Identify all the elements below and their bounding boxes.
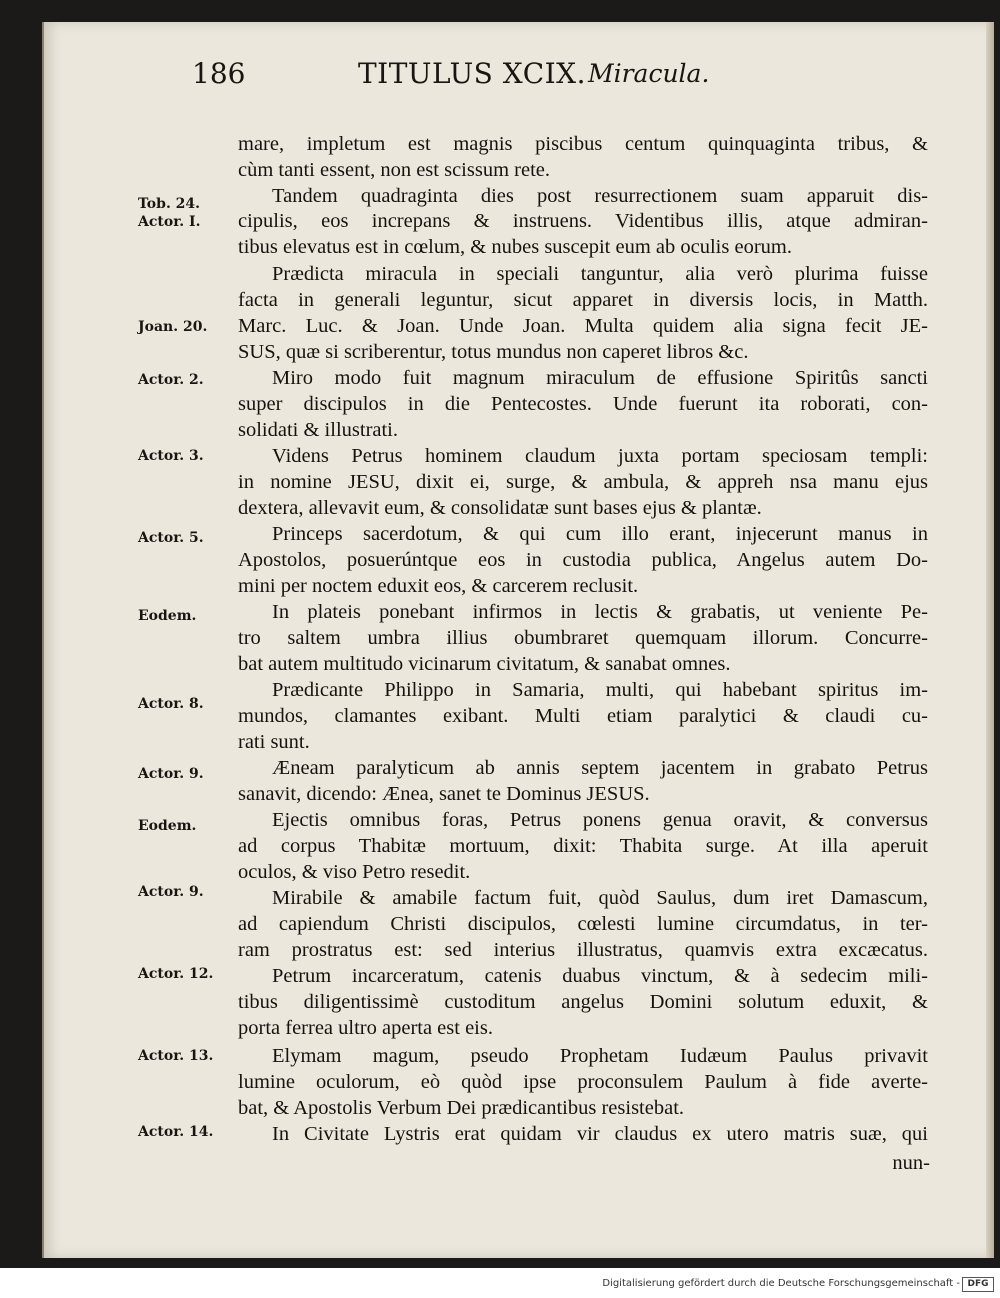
text-line: ram prostratus est: sed interius illustratus, quamvis extra excæcatus. bbox=[238, 939, 928, 961]
running-subject: Miracula. bbox=[588, 59, 710, 88]
text-line: Princeps sacerdotum, & qui cum illo erant, injecerunt manus in bbox=[272, 523, 928, 545]
text-line: In Civitate Lystris erat quidam vir claudus ex utero matris suæ, qui bbox=[272, 1123, 928, 1145]
text-line: Petrum incarceratum, catenis duabus vinctum, & à sedecim mili- bbox=[272, 965, 928, 987]
marginal-note: Actor. 5. bbox=[138, 530, 204, 546]
text-line: sanavit, dicendo: Ænea, sanet te Dominus JESUS. bbox=[238, 783, 650, 805]
text-line: facta in generali leguntur, sicut apparet in diversis locis, in Matth. bbox=[238, 289, 928, 311]
text-line: tro saltem umbra illius obumbraret quemquam illorum. Concurre- bbox=[238, 627, 928, 649]
text-line: Ejectis omnibus foras, Petrus ponens genua oravit, & conversus bbox=[272, 809, 928, 831]
marginal-note: Actor. 8. bbox=[138, 696, 204, 712]
text-line: Miro modo fuit magnum miraculum de effusione Spiritûs sancti bbox=[272, 367, 928, 389]
marginal-note: Actor. 13. bbox=[138, 1048, 214, 1064]
page-number: 186 bbox=[192, 57, 246, 90]
text-line: tibus elevatus est in cœlum, & nubes suscepit eum ab oculis eorum. bbox=[238, 236, 792, 258]
marginal-note: Actor. 14. bbox=[138, 1124, 214, 1140]
marginal-note: Joan. 20. bbox=[138, 319, 208, 335]
marginal-note: Tob. 24. bbox=[138, 196, 201, 212]
text-line: In plateis ponebant infirmos in lectis & grabatis, ut veniente Pe- bbox=[272, 601, 928, 623]
marginal-note: Actor. 3. bbox=[138, 448, 204, 464]
text-line: SUS, quæ si scriberentur, totus mundus non caperet libros &c. bbox=[238, 341, 749, 363]
text-line: mini per noctem eduxit eos, & carcerem reclusit. bbox=[238, 575, 639, 597]
text-line: in nomine JESU, dixit ei, surge, & ambula, & appreh nsa manu ejus bbox=[238, 471, 928, 493]
text-line: super discipulos in die Pentecostes. Unde fuerunt ita roborati, con- bbox=[238, 393, 928, 415]
text-line: Elymam magum, pseudo Prophetam Iudæum Paulus privavit bbox=[272, 1045, 928, 1067]
text-line: cipulis, eos increpans & instruens. Videntibus illis, atque admiran- bbox=[238, 210, 928, 232]
text-line: porta ferrea ultro aperta est eis. bbox=[238, 1017, 493, 1039]
text-line: Prædicante Philippo in Samaria, multi, qui habebant spiritus im- bbox=[272, 679, 928, 701]
text-line: Marc. Luc. & Joan. Unde Joan. Multa quidem alia signa fecit JE- bbox=[238, 315, 928, 337]
text-line: mundos, clamantes exibant. Multi etiam paralytici & claudi cu- bbox=[238, 705, 928, 727]
text-line: mare, impletum est magnis piscibus centum quinquaginta tribus, & bbox=[238, 133, 928, 155]
marginal-note: Actor. 9. bbox=[138, 884, 204, 900]
marginal-note: Actor. 9. bbox=[138, 766, 204, 782]
marginal-note: Actor. 2. bbox=[138, 372, 204, 388]
page-edge bbox=[986, 22, 994, 1258]
text-line: Mirabile & amabile factum fuit, quòd Saulus, dum iret Damascum, bbox=[272, 887, 928, 909]
text-line: dextera, allevavit eum, & consolidatæ sunt bases ejus & plantæ. bbox=[238, 497, 762, 519]
text-line: Tandem quadraginta dies post resurrectionem suam apparuit dis- bbox=[272, 185, 928, 207]
marginal-note: Actor. 12. bbox=[138, 966, 214, 982]
text-line: cùm tanti essent, non est scissum rete. bbox=[238, 159, 550, 181]
text-line: bat autem multitudo vicinarum civitatum, & sanabat omnes. bbox=[238, 653, 731, 675]
marginal-note: Eodem. bbox=[138, 608, 197, 624]
text-line: ad capiendum Christi discipulos, cœlesti lumine circumdatus, in ter- bbox=[238, 913, 928, 935]
text-line: tibus diligentissimè custoditum angelus Domini solutum eduxit, & bbox=[238, 991, 928, 1013]
text-line: ad corpus Thabitæ mortuum, dixit: Thabita surge. At illa aperuit bbox=[238, 835, 928, 857]
text-line: bat, & Apostolis Verbum Dei prædicantibus resistebat. bbox=[238, 1097, 685, 1119]
catchword: nun- bbox=[892, 1152, 930, 1174]
text-line: Apostolos, posuerúntque eos in custodia publica, Angelus autem Do- bbox=[238, 549, 928, 571]
digitization-footer bbox=[0, 1268, 1000, 1298]
running-title: TITULUS XCIX. bbox=[358, 57, 587, 90]
marginal-note: Actor. I. bbox=[138, 214, 201, 230]
text-line: Prædicta miracula in speciali tanguntur, alia verò plurima fuisse bbox=[272, 263, 928, 285]
text-line: Videns Petrus hominem claudum juxta portam speciosam templi: bbox=[272, 445, 928, 467]
funding-credit: Digitalisierung gefördert durch die Deutsche Forschungsgemeinschaft - bbox=[602, 1278, 960, 1289]
text-line: oculos, & viso Petro resedit. bbox=[238, 861, 471, 883]
marginal-note: Eodem. bbox=[138, 818, 197, 834]
dfg-logo-icon: DFG bbox=[962, 1277, 994, 1292]
running-header bbox=[192, 57, 752, 97]
text-line: Æneam paralyticum ab annis septem jacentem in grabato Petrus bbox=[272, 757, 928, 779]
text-line: rati sunt. bbox=[238, 731, 310, 753]
text-line: solidati & illustrati. bbox=[238, 419, 399, 441]
text-line: lumine oculorum, eò quòd ipse proconsulem Paulum à fide averte- bbox=[238, 1071, 928, 1093]
